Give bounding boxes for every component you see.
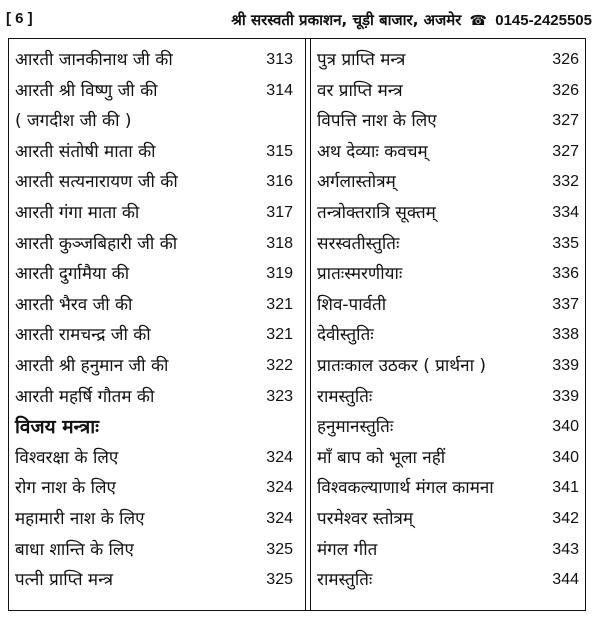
entry-title: आरती भैरव जी की xyxy=(15,294,133,315)
index-entry xyxy=(317,382,579,413)
entry-title: अथ देव्याः कवचम् xyxy=(317,141,428,162)
index-entry xyxy=(15,229,293,260)
entry-title: आरती महर्षि गौतम की xyxy=(15,386,155,407)
entry-page: 325 xyxy=(266,540,293,558)
index-entry xyxy=(317,229,579,260)
index-entry xyxy=(317,198,579,229)
entry-title: पत्नी प्राप्ति मन्त्र xyxy=(15,570,114,591)
publisher-line xyxy=(231,10,592,30)
entry-title: आरती सत्यनारायण जी की xyxy=(15,172,178,193)
section-heading-title: विजय मन्त्राः xyxy=(15,416,100,439)
index-entry xyxy=(317,443,579,474)
publisher-address: श्री सरस्वती प्रकाशन, चूड़ी बाजार, अजमेर xyxy=(231,11,462,29)
entry-page: 342 xyxy=(552,509,579,527)
column-divider xyxy=(310,39,311,610)
entry-title: रामस्तुतिः xyxy=(317,570,373,591)
entry-title: हनुमानस्तुतिः xyxy=(317,417,394,438)
index-entry xyxy=(317,473,579,504)
index-box xyxy=(8,38,586,611)
entry-page: 327 xyxy=(552,142,579,160)
index-entry xyxy=(317,535,579,566)
entry-title: शिव-पार्वती xyxy=(317,294,387,315)
entry-title: प्रातःस्मरणीयाः xyxy=(317,264,403,285)
entry-title: आरती गंगा माता की xyxy=(15,202,140,223)
entry-title: ( जगदीश जी की ) xyxy=(15,111,132,132)
entry-page: 341 xyxy=(552,479,579,497)
entry-page: 343 xyxy=(552,540,579,558)
index-entry xyxy=(15,504,293,535)
entry-title: परमेश्वर स्तोत्रम् xyxy=(317,508,414,529)
entry-page: 340 xyxy=(552,448,579,466)
index-entry xyxy=(15,290,293,321)
index-entry xyxy=(15,473,293,504)
left-column xyxy=(15,45,293,596)
entry-title: तन्त्रोक्तरात्रि सूक्तम् xyxy=(317,202,436,223)
entry-page: 326 xyxy=(552,51,579,68)
entry-title: आरती श्री विष्णु जी की xyxy=(15,80,158,101)
index-entry xyxy=(317,351,579,382)
index-entry xyxy=(317,106,579,137)
index-entry xyxy=(15,76,293,107)
entry-title: बाधा शान्ति के लिए xyxy=(15,539,134,560)
entry-title: वर प्राप्ति मन्त्र xyxy=(317,80,403,101)
entry-page: 313 xyxy=(266,51,293,68)
entry-page: 336 xyxy=(552,265,579,283)
entry-page: 322 xyxy=(266,356,293,374)
index-entry xyxy=(317,45,579,76)
entry-title: महामारी नाश के लिए xyxy=(15,508,145,529)
index-entry xyxy=(15,167,293,198)
entry-page: 334 xyxy=(552,203,579,221)
index-entry xyxy=(317,167,579,198)
section-heading xyxy=(15,412,293,443)
right-column xyxy=(317,45,579,596)
entry-title: पुत्र प्राप्ति मन्त्र xyxy=(317,50,406,70)
entry-title: सरस्वतीस्तुतिः xyxy=(317,233,400,254)
entry-page: 339 xyxy=(552,387,579,405)
entry-page: 319 xyxy=(266,265,293,283)
entry-title: माँ बाप को भूला नहीं xyxy=(317,447,446,468)
phone-icon: ☎ xyxy=(469,13,487,29)
entry-page: 339 xyxy=(552,356,579,374)
page-number: [ 6 ] xyxy=(6,10,33,27)
entry-page: 324 xyxy=(266,509,293,527)
index-entry xyxy=(317,76,579,107)
index-entry xyxy=(317,565,579,596)
entry-title: रामस्तुतिः xyxy=(317,386,373,407)
entry-title: आरती कुञ्जबिहारी जी की xyxy=(15,233,178,254)
index-entry xyxy=(317,137,579,168)
entry-title: रोग नाश के लिए xyxy=(15,478,116,499)
entry-page: 325 xyxy=(266,571,293,589)
entry-page: 332 xyxy=(552,173,579,191)
entry-title: आरती जानकीनाथ जी की xyxy=(15,50,173,70)
entry-page: 317 xyxy=(266,203,293,221)
entry-title: आरती रामचन्द्र जी की xyxy=(15,325,151,346)
entry-page: 335 xyxy=(552,234,579,252)
entry-page: 340 xyxy=(552,418,579,436)
entry-title: आरती संतोषी माता की xyxy=(15,141,156,162)
index-entry xyxy=(15,45,293,76)
index-entry xyxy=(15,137,293,168)
entry-page: 326 xyxy=(552,81,579,99)
page-header xyxy=(0,0,600,38)
index-entry xyxy=(317,412,579,443)
index-entry xyxy=(15,382,293,413)
entry-page: 324 xyxy=(266,479,293,497)
index-entry xyxy=(317,504,579,535)
entry-page: 316 xyxy=(266,173,293,191)
entry-page: 338 xyxy=(552,326,579,344)
phone-number: 0145-2425505 xyxy=(495,12,592,29)
entry-page: 323 xyxy=(266,387,293,405)
index-entry xyxy=(15,320,293,351)
entry-title: मंगल गीत xyxy=(317,539,378,560)
entry-title: आरती दुर्गामैया की xyxy=(15,264,130,285)
index-entry xyxy=(15,259,293,290)
index-entry xyxy=(317,259,579,290)
index-entry xyxy=(317,290,579,321)
entry-page: 337 xyxy=(552,295,579,313)
index-entry xyxy=(15,535,293,566)
entry-page: 344 xyxy=(552,571,579,589)
index-entry xyxy=(317,320,579,351)
entry-page: 314 xyxy=(266,81,293,99)
entry-page: 318 xyxy=(266,234,293,252)
entry-title: विपत्ति नाश के लिए xyxy=(317,111,437,132)
entry-page: 324 xyxy=(266,448,293,466)
entry-title: विश्वरक्षा के लिए xyxy=(15,447,119,468)
entry-page: 327 xyxy=(552,112,579,130)
index-entry xyxy=(15,198,293,229)
entry-title: प्रातःकाल उठकर ( प्रार्थना ) xyxy=(317,355,487,376)
entry-page: 321 xyxy=(266,326,293,344)
entry-page: 321 xyxy=(266,295,293,313)
index-entry xyxy=(15,443,293,474)
entry-title: आरती श्री हनुमान जी की xyxy=(15,355,169,376)
entry-title: देवीस्तुतिः xyxy=(317,325,374,346)
index-entry xyxy=(15,106,293,137)
entry-title: अर्गलास्तोत्रम् xyxy=(317,172,396,193)
entry-page: 315 xyxy=(266,142,293,160)
entry-title: विश्वकल्याणार्थ मंगल कामना xyxy=(317,478,494,499)
index-entry xyxy=(15,351,293,382)
column-divider xyxy=(305,39,306,610)
index-entry xyxy=(15,565,293,596)
